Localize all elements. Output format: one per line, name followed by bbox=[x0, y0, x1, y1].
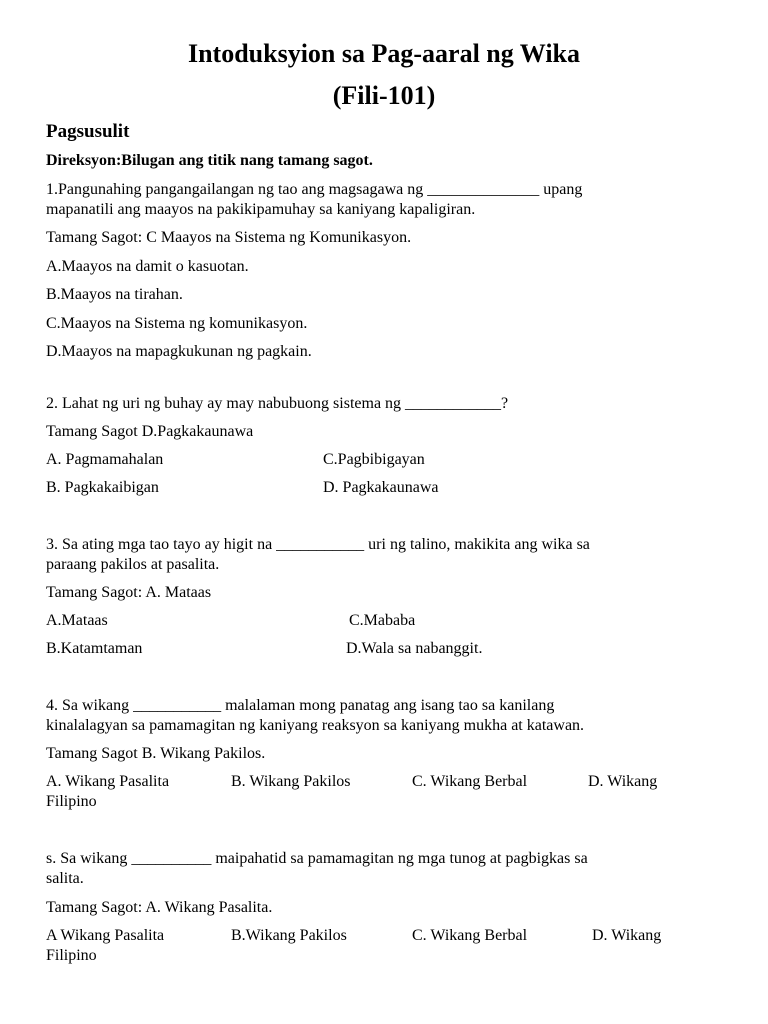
question-5-choice-d: D. Wikang bbox=[592, 927, 662, 944]
question-5-choice-b: B.Wikang Pakilos bbox=[231, 927, 347, 944]
question-1-choice-a: A.Maayos na damit o kasuotan. bbox=[46, 258, 249, 275]
directions: Direksyon:Bilugan ang titik nang tamang sagot. bbox=[46, 152, 373, 169]
section-heading: Pagsusulit bbox=[46, 121, 130, 142]
question-3-choice-c: C.Mababa bbox=[349, 612, 416, 629]
question-5-choice-d-cont: Filipino bbox=[46, 947, 97, 964]
question-4-text-line-1: 4. Sa wikang ___________ malalaman mong panatag ang isang tao sa kanilang bbox=[46, 697, 555, 714]
question-5-choice-a: A Wikang Pasalita bbox=[46, 927, 165, 944]
question-1-text-line-1: 1.Pangunahing pangangailangan ng tao ang magsagawa ng ______________ upang bbox=[46, 181, 583, 198]
question-5-choice-c: C. Wikang Berbal bbox=[412, 927, 528, 944]
question-3-choice-d: D.Wala sa nabanggit. bbox=[346, 640, 483, 657]
question-4-answer: Tamang Sagot B. Wikang Pakilos. bbox=[46, 745, 266, 762]
question-3-answer: Tamang Sagot: A. Mataas bbox=[46, 584, 212, 601]
question-1-choice-d: D.Maayos na mapagkukunan ng pagkain. bbox=[46, 343, 312, 360]
question-1-choice-b: B.Maayos na tirahan. bbox=[46, 286, 183, 303]
question-3-choice-b: B.Katamtaman bbox=[46, 640, 143, 657]
document-title: Intoduksyion sa Pag-aaral ng Wika bbox=[187, 39, 581, 68]
question-4-text-line-2: kinalalagyan sa pamamagitan ng kaniyang reaksyon sa kaniyang mukha at katawan. bbox=[46, 717, 585, 734]
question-3-choice-a: A.Mataas bbox=[46, 612, 108, 629]
question-1-text-line-2: mapanatili ang maayos na pakikipamuhay sa kaniyang kapaligiran. bbox=[46, 201, 476, 218]
question-4-choice-d: D. Wikang bbox=[588, 773, 658, 790]
course-code: (Fili-101) bbox=[332, 81, 436, 110]
question-3-text-line-2: paraang pakilos at pasalita. bbox=[46, 556, 220, 573]
question-1-answer: Tamang Sagot: C Maayos na Sistema ng Komunikasyon. bbox=[46, 229, 412, 246]
question-2-answer: Tamang Sagot D.Pagkakaunawa bbox=[46, 423, 254, 440]
question-2-text: 2. Lahat ng uri ng buhay ay may nabubuong sistema ng ____________? bbox=[46, 395, 509, 412]
question-4-choice-b: B. Wikang Pakilos bbox=[231, 773, 351, 790]
question-4-choice-c: C. Wikang Berbal bbox=[412, 773, 528, 790]
question-5-text-line-2: salita. bbox=[46, 870, 84, 887]
question-5-text-line-1: s. Sa wikang __________ maipahatid sa pamamagitan ng mga tunog at pagbigkas sa bbox=[46, 850, 588, 867]
question-2-choice-d: D. Pagkakaunawa bbox=[323, 479, 439, 496]
question-3-text-line-1: 3. Sa ating mga tao tayo ay higit na ___________ uri ng talino, makikita ang wika sa bbox=[46, 536, 590, 553]
question-2-choice-c: C.Pagbibigayan bbox=[323, 451, 425, 468]
question-1-choice-c: C.Maayos na Sistema ng komunikasyon. bbox=[46, 315, 308, 332]
question-2-choice-b: B. Pagkakaibigan bbox=[46, 479, 159, 496]
question-4-choice-a: A. Wikang Pasalita bbox=[46, 773, 170, 790]
question-5-answer: Tamang Sagot: A. Wikang Pasalita. bbox=[46, 899, 273, 916]
question-2-choice-a: A. Pagmamahalan bbox=[46, 451, 164, 468]
question-4-choice-d-cont: Filipino bbox=[46, 793, 97, 810]
